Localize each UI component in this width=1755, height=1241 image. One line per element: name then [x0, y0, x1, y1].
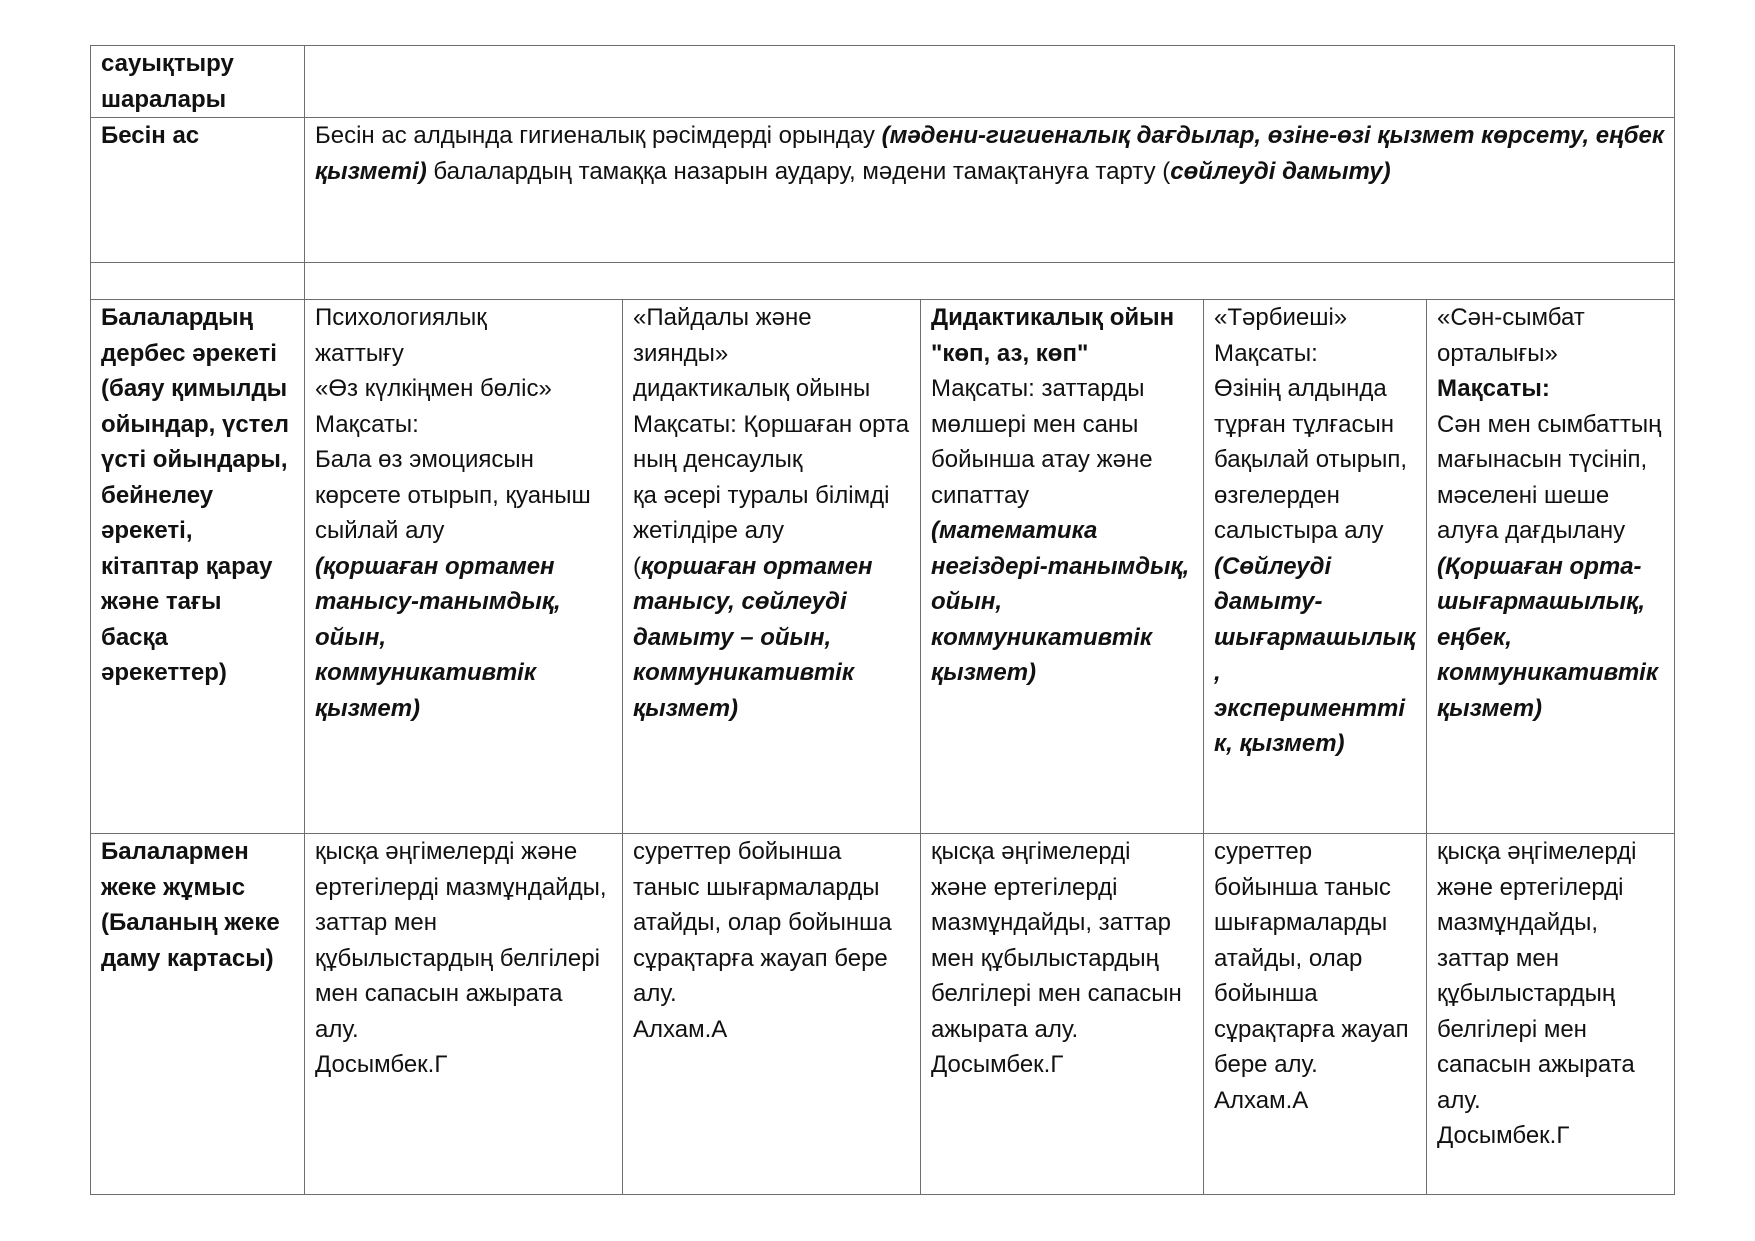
col1-emphasis: (қоршаған ортамен танысу-танымдық, ойын, коммуникативтік қызмет): [315, 552, 561, 722]
iw-col1-name: Досымбек.Г: [315, 1051, 448, 1078]
lunch-label-cell: [91, 118, 305, 263]
individual-work-col2: [623, 834, 921, 1195]
col5-goal: Мақсаты:: [1437, 375, 1550, 402]
col3-title: Дидактикалық ойын "көп, аз, көп": [931, 304, 1175, 367]
lunch-text-part2: (мәдени-гигиеналық дағдылар, өзіне-өзі қызмет көрсету, еңбек қызметі): [315, 122, 1664, 185]
col5-line3: Сән мен сымбаттың мағынасын түсініп, мәселені шеше алуға дағдылану: [1437, 410, 1662, 544]
independent-activity-label-cell: [91, 300, 305, 834]
individual-work-label-cell: [91, 834, 305, 1195]
col3-text: Мақсаты: заттарды мөлшері мен саны бойынша атау және сипаттау: [931, 375, 1153, 509]
col1-line5: Бала өз эмоциясын көрсете отырып, қуаныш сыйлай алу: [315, 446, 591, 544]
col4-line2: Мақсаты:: [1214, 339, 1318, 367]
iw-col5-name: Досымбек.Г: [1437, 1122, 1570, 1149]
lunch-text-part4: сөйлеуді дамыту): [1170, 157, 1391, 185]
col1-line4: Мақсаты:: [315, 410, 419, 438]
lunch-text-part1: Бесін ас алдында гигиеналық рәсімдерді орындау: [315, 122, 882, 149]
individual-work-row: [91, 834, 1675, 1195]
lunch-row: [91, 118, 1675, 263]
col4-line1: «Тәрбиеші»: [1214, 304, 1348, 331]
iw-col3-name: Досымбек.Г: [931, 1051, 1064, 1078]
health-row: [91, 46, 1675, 118]
document-page: [90, 45, 1675, 1195]
independent-activity-col5: [1427, 300, 1675, 834]
col1-line2: жаттығу: [315, 339, 404, 367]
daily-plan-table: [90, 45, 1675, 1195]
col2-line4: ның денсаулық: [633, 446, 803, 473]
lunch-label: Бесін ас: [101, 122, 200, 149]
col2-line1: «Пайдалы және зиянды»: [633, 304, 812, 367]
lunch-text-part3: балалардың тамаққа назарын аудару, мәдени тамақтануға тарту (: [426, 157, 1171, 185]
empty-row: [91, 263, 1675, 300]
empty-label-cell: [91, 263, 305, 300]
col2-line3: Мақсаты: Қоршаған орта: [633, 410, 910, 438]
col4-emphasis: (Сөйлеуді дамыту-шығармашылық, эксперименттік, қызмет): [1214, 552, 1416, 757]
health-label-line2: шаралары: [101, 85, 227, 113]
independent-activity-col4: [1204, 300, 1427, 834]
individual-work-col1: [305, 834, 623, 1195]
individual-work-col5: [1427, 834, 1675, 1195]
independent-activity-row: [91, 300, 1675, 834]
iw-col3-text: қысқа әңгімелерді және ертегілерді мазмұндайды, заттар мен құбылыстардың белгілері мен сапасын ажырата алу.: [931, 838, 1182, 1043]
independent-activity-col2: [623, 300, 921, 834]
independent-activity-col3: [921, 300, 1204, 834]
iw-col5-text: қысқа әңгімелерді және ертегілерді мазмұндайды, заттар мен құбылыстардың белгілері мен сапасын ажырата алу.: [1437, 838, 1637, 1114]
col5-emphasis: (Қоршаған орта-шығармашылық, еңбек, коммуникативтік қызмет): [1437, 552, 1658, 722]
col1-line1: Психологиялық: [315, 304, 487, 331]
independent-activity-col1: [305, 300, 623, 834]
individual-work-label: Балалармен жеке жұмыс (Баланың жеке даму картасы): [101, 838, 280, 972]
col2-line2: дидактикалық ойыны: [633, 375, 871, 402]
col1-line3: «Өз күлкіңмен бөліс»: [315, 375, 552, 402]
lunch-content-cell: [305, 118, 1675, 263]
col2-line5: қа әсері туралы білімді жетілдіре алу: [633, 481, 890, 544]
col3-emphasis: (математика негіздері-танымдық, ойын, коммуникативтік қызмет): [931, 517, 1190, 686]
empty-content-cell: [305, 263, 1675, 300]
col2-emphasis: қоршаған ортамен танысу, сөйлеуді дамыту – ойын, коммуникативтік қызмет): [633, 552, 873, 722]
individual-work-col4: [1204, 834, 1427, 1195]
iw-col1-text: қысқа әңгімелерді және ертегілерді мазмұндайды, заттар мен құбылыстардың белгілері мен сапасын ажырата алу.: [315, 838, 607, 1043]
col5-line1: «Сән-сымбат орталығы»: [1437, 304, 1585, 367]
iw-col4-name: Алхам.А: [1214, 1086, 1309, 1114]
iw-col2-text: суреттер бойынша таныс шығармаларды атайды, олар бойынша сұрақтарға жауап бере алу.: [633, 838, 892, 1007]
col2-paren: (: [633, 552, 641, 580]
iw-col4-text: суреттер бойынша таныс шығармаларды атайды, олар бойынша сұрақтарға жауап бере алу.: [1214, 838, 1409, 1078]
independent-activity-label: Балалардың дербес әрекеті (баяу қимылды ойындар, үстел үсті ойындары, бейнелеу әрекеті, кітаптар қарау және тағы басқа әрекеттер): [101, 304, 290, 686]
health-content-cell: [305, 46, 1675, 118]
iw-col2-name: Алхам.А: [633, 1015, 728, 1043]
individual-work-col3: [921, 834, 1204, 1195]
col4-line3: Өзінің алдында тұрған тұлғасын бақылай отырып, өзгелерден салыстыра алу: [1214, 375, 1408, 544]
health-label-cell: [91, 46, 305, 118]
health-label-line1: сауықтыру: [101, 50, 234, 77]
